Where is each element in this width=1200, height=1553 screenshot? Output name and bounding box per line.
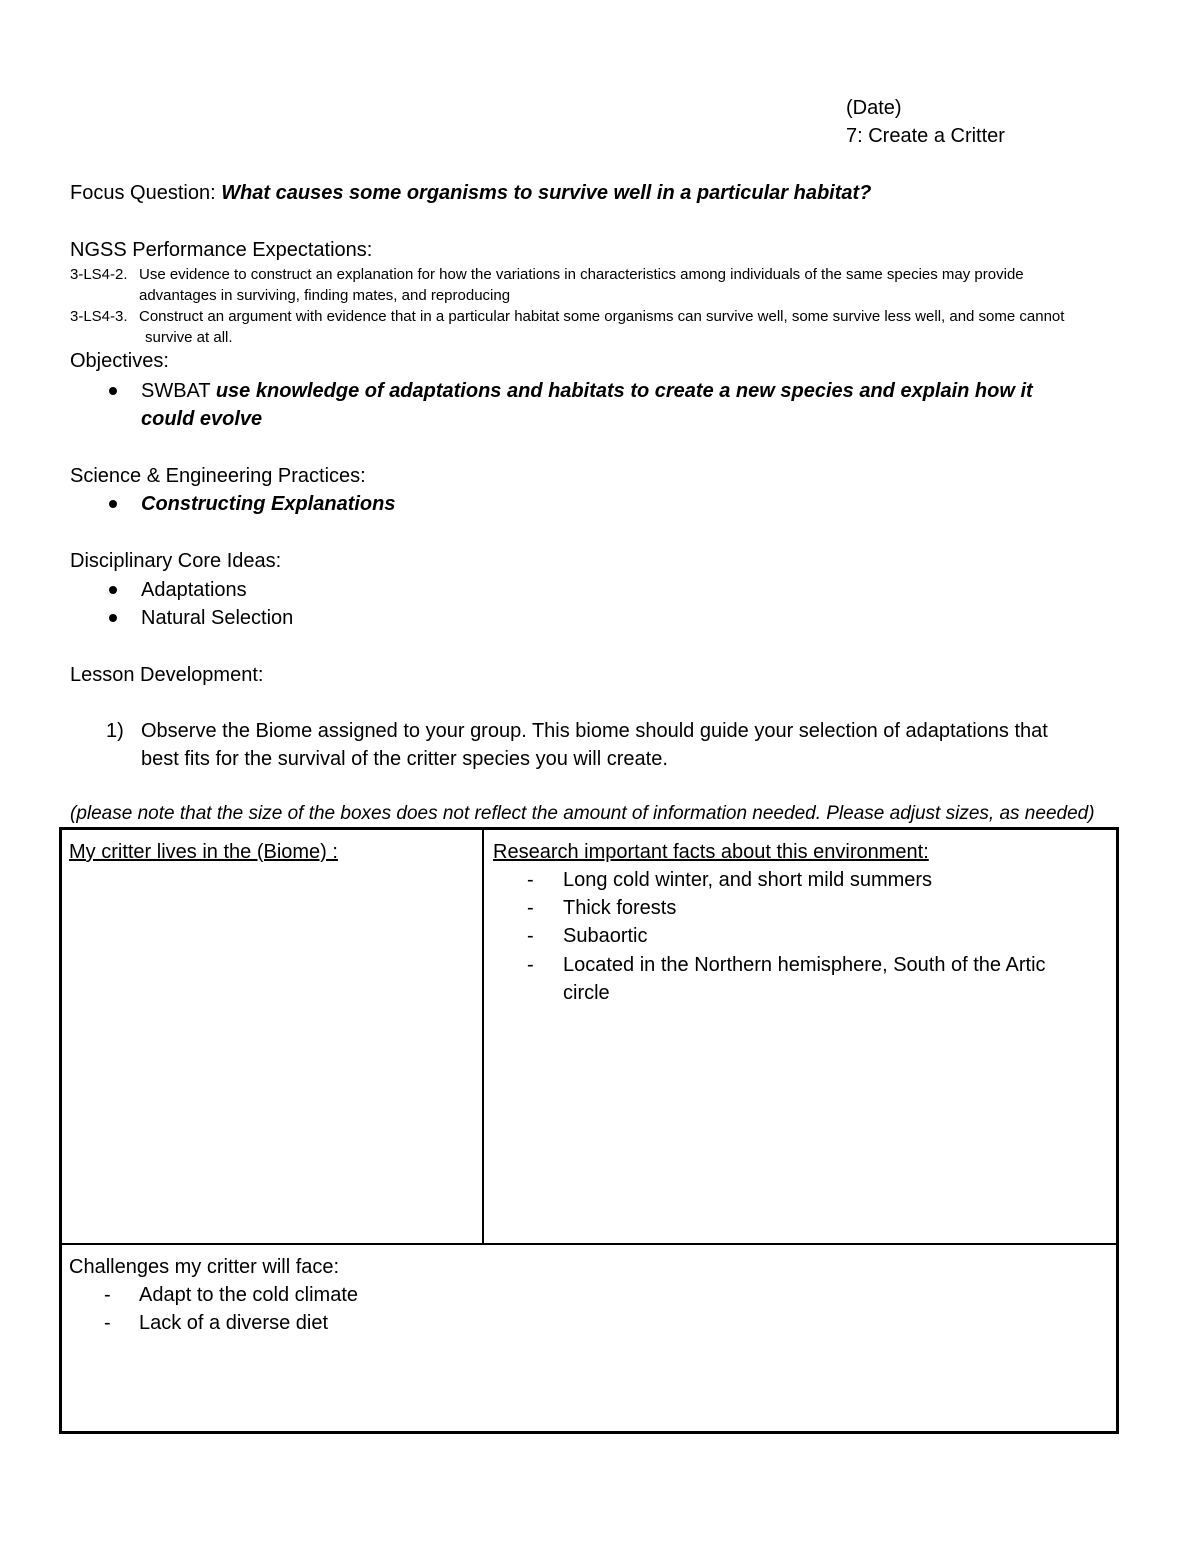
objective-prefix: SWBAT	[141, 380, 216, 402]
core-idea-item: Adaptations	[141, 579, 247, 601]
size-note: (please note that the size of the boxes does not reflect the amount of information needed. Please adjust sizes, as needed)	[70, 803, 1095, 824]
research-item: Thick forests	[563, 897, 677, 919]
table-row-divider	[61, 1243, 1117, 1245]
challenge-item: Adapt to the cold climate	[139, 1284, 359, 1306]
research-item-continued: circle	[563, 982, 610, 1004]
ngss-text-1a: Use evidence to construct an explanation for how the variations in characteristics among individuals of the same species may provide	[139, 266, 1024, 283]
research-label: Research important facts about this environment:	[493, 841, 929, 863]
date-label: (Date)	[846, 97, 902, 119]
research-item: Long cold winter, and short mild summers	[563, 869, 933, 891]
ngss-code-1: 3-LS4-2.	[70, 266, 128, 283]
bullet-icon	[109, 586, 117, 594]
dash-marker: -	[527, 925, 534, 947]
dash-marker: -	[104, 1284, 111, 1306]
table-column-divider	[482, 829, 484, 1244]
lesson-step-number: 1)	[106, 720, 124, 742]
core-ideas-heading: Disciplinary Core Ideas:	[70, 550, 282, 572]
ngss-code-2: 3-LS4-3.	[70, 308, 128, 325]
challenge-item: Lack of a diverse diet	[139, 1312, 328, 1334]
research-item: Subaortic	[563, 925, 648, 947]
dash-marker: -	[104, 1312, 111, 1334]
ngss-heading: NGSS Performance Expectations:	[70, 239, 373, 261]
practice-item: Constructing Explanations	[141, 493, 396, 515]
research-item: Located in the Northern hemisphere, South of the Artic	[563, 954, 1046, 976]
objective-line-2: could evolve	[141, 408, 263, 430]
core-idea-item: Natural Selection	[141, 607, 294, 629]
lesson-step-line-1: Observe the Biome assigned to your group. This biome should guide your selection of adaptations that	[141, 720, 1048, 742]
bullet-icon	[109, 614, 117, 622]
objective-text-1: use knowledge of adaptations and habitats to create a new species and explain how it	[215, 380, 1033, 402]
bullet-icon	[109, 387, 117, 395]
challenges-label: Challenges my critter will face:	[69, 1256, 340, 1278]
practices-heading: Science & Engineering Practices:	[70, 465, 366, 487]
objective-line-1	[141, 377, 1033, 405]
dash-marker: -	[527, 954, 534, 976]
dash-marker: -	[527, 869, 534, 891]
dash-marker: -	[527, 897, 534, 919]
ngss-text-2b: survive at all.	[145, 329, 233, 346]
lesson-heading: Lesson Development:	[70, 664, 264, 686]
lesson-title: 7: Create a Critter	[846, 125, 1005, 147]
focus-question-text: What causes some organisms to survive well in a particular habitat?	[221, 182, 872, 204]
lesson-step-line-2: best fits for the survival of the critter species you will create.	[141, 748, 668, 770]
focus-question-label: Focus Question:	[70, 182, 222, 204]
bullet-icon	[109, 500, 117, 508]
ngss-text-1b: advantages in surviving, finding mates, and reproducing	[139, 287, 511, 304]
ngss-text-2a: Construct an argument with evidence that in a particular habitat some organisms can survive well, some survive less well, and some cannot	[139, 308, 1065, 325]
focus-question	[70, 179, 871, 207]
objectives-heading: Objectives:	[70, 350, 169, 372]
biome-label: My critter lives in the (Biome) :	[69, 841, 338, 863]
